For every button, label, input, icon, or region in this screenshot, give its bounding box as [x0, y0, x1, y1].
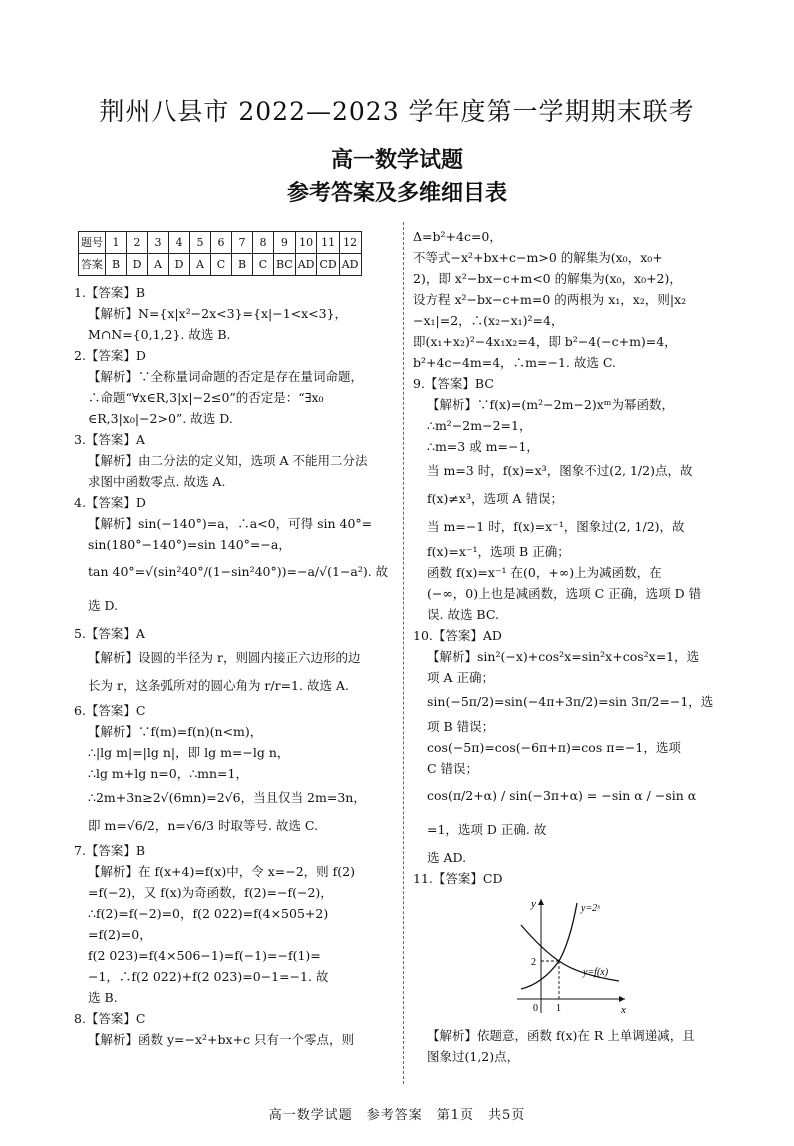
answer-line: 11.【答案】CD [413, 871, 503, 886]
answer-line: 8.【答案】C [74, 1011, 146, 1026]
analysis-line: b²+4c−4m=4，∴m=−1. 故选 C. [413, 355, 616, 370]
table-cell: CD [317, 254, 339, 276]
analysis-line: 长为 r，这条弧所对的圆心角为 r/r=1. 故选 A. [88, 678, 349, 693]
exponential-curve [521, 903, 577, 989]
answer-line: 4.【答案】D [74, 495, 146, 510]
answer-line: 9.【答案】BC [413, 376, 494, 391]
analysis-line: 【解析】N={x|x²−2x<3}={x|−1<x<3}， [88, 306, 348, 321]
answer-line: 5.【答案】A [74, 626, 145, 641]
analysis-line: −x₁|=2，∴(x₂−x₁)²=4， [413, 313, 564, 328]
table-cell: 4 [169, 232, 190, 254]
y-axis-label: y [531, 898, 536, 910]
analysis-line: 当 m=−1 时，f(x)=x⁻¹，图象过(2, 1/2)，故 [427, 519, 685, 534]
analysis-line: 选 B. [88, 990, 118, 1005]
origin-label: 0 [533, 1003, 538, 1014]
table-cell: A [190, 254, 211, 276]
analysis-line: 【解析】由二分法的定义知，选项 A 不能用二分法 [88, 453, 368, 468]
analysis-line: ∴2m+3n≥2√(6mn)=2√6，当且仅当 2m=3n， [88, 790, 366, 805]
analysis-line: 当 m=3 时，f(x)=x³，图象不过(2, 1/2)点，故 [427, 463, 693, 478]
table-cell: 3 [148, 232, 169, 254]
y-tick-label: 2 [531, 957, 536, 968]
analysis-line: 【解析】在 f(x+4)=f(x)中，令 x=−2，则 f(2) [88, 864, 355, 879]
x-axis-label: x [621, 1004, 626, 1015]
analysis-line: 【解析】∵f(x)=(m²−2m−2)xᵐ为幂函数， [427, 397, 674, 412]
analysis-line: 函数 f(x)=x⁻¹ 在(0，+∞)上为减函数，在 [427, 565, 662, 580]
column-divider [403, 222, 405, 1084]
analysis-line: cos(π/2+α) / sin(−3π+α) = −sin α / −sin α =1，选项 D 正确. 故 [427, 788, 697, 837]
analysis-line: ∴f(2)=f(−2)=0，f(2 022)=f(4×505+2) [88, 906, 329, 921]
table-cell: 答案 [79, 254, 106, 276]
table-cell: B [232, 254, 253, 276]
table-cell: 7 [232, 232, 253, 254]
exponential-curve-label: y=2ˣ [581, 903, 601, 914]
table-cell: D [127, 254, 148, 276]
table-cell: D [169, 254, 190, 276]
analysis-line: ∴m²−2m−2=1， [427, 418, 532, 433]
analysis-line: 即 m=√6/2，n=√6/3 时取等号. 故选 C. [88, 818, 318, 833]
table-cell: 10 [295, 232, 317, 254]
analysis-line: 项 A 正确； [427, 670, 494, 685]
y-axis-arrow [538, 899, 544, 905]
main-title: 荆州八县市 2022—2023 学年度第一学期期末联考 [99, 97, 695, 126]
subtitle: 高一数学试题 [330, 148, 463, 173]
analysis-line: 求图中函数零点. 故选 A. [88, 474, 226, 489]
analysis-line: 项 B 错误； [427, 719, 495, 734]
page-footer: 高一数学试题 参考答案 第1页 共5页 [268, 1108, 526, 1123]
analysis-line: cos(−5π)=cos(−6π+π)=cos π=−1，选项 [427, 740, 681, 755]
table-cell: AD [339, 254, 361, 276]
analysis-line: ∴命题“∀x∈R,3|x|−2≤0”的否定是：“∃x₀ [88, 390, 324, 405]
table-cell: 11 [317, 232, 339, 254]
answer-table-header-row [79, 232, 362, 254]
table-cell: 6 [211, 232, 232, 254]
table-cell: 题号 [79, 232, 106, 254]
table-cell: C [211, 254, 232, 276]
analysis-line: sin(−5π/2)=sin(−4π+3π/2)=sin 3π/2=−1，选 [427, 694, 714, 709]
analysis-line: 【解析】∵f(m)=f(n)(n<m)， [88, 724, 263, 739]
analysis-line: =f(−2)，又 f(x)为奇函数，f(2)=−f(−2)， [88, 885, 333, 900]
analysis-line: 【解析】依题意，函数 f(x)在 R 上单调递减，且 [427, 1028, 695, 1043]
table-cell: 9 [274, 232, 296, 254]
analysis-line: f(2 023)=f(4×506−1)=f(−1)=−f(1)= [88, 948, 321, 963]
analysis-line: 【解析】函数 y=−x²+bx+c 只有一个零点，则 [88, 1032, 355, 1047]
answer-line: 7.【答案】B [74, 843, 146, 858]
analysis-line: 图象过(1,2)点， [427, 1049, 520, 1064]
answer-line: 3.【答案】A [74, 432, 145, 447]
analysis-line: ∴m=3 或 m=−1， [427, 439, 539, 454]
table-cell: BC [274, 254, 296, 276]
answer-table [78, 231, 362, 276]
analysis-line: −1，∴f(2 022)+f(2 023)=0−1=−1. 故 [88, 969, 329, 984]
answer-line: 2.【答案】D [74, 348, 146, 363]
table-cell: 2 [127, 232, 148, 254]
table-cell: A [148, 254, 169, 276]
analysis-line: f(x)≠x³，选项 A 错误； [427, 491, 563, 506]
analysis-line: 即(x₁+x₂)²−4x₁x₂=4，即 b²−4(−c+m)=4， [413, 334, 677, 349]
subtitle-2: 参考答案及多维细目表 [286, 181, 507, 206]
analysis-line: 不等式−x²+bx+c−m>0 的解集为(x₀，x₀+ [413, 250, 663, 265]
analysis-line: 【解析】∵全称量词命题的否定是存在量词命题， [88, 369, 364, 384]
analysis-line: M∩N={0,1,2}. 故选 B. [88, 327, 231, 342]
analysis-line: 误. 故选 BC. [427, 607, 499, 622]
x-tick-label: 1 [556, 1003, 561, 1014]
answer-table-answer-row [79, 254, 362, 276]
function-graph [507, 895, 631, 1015]
analysis-line: 2)，即 x²−bx−c+m<0 的解集为(x₀，x₀+2)， [413, 271, 682, 286]
analysis-line: Δ=b²+4c=0， [413, 229, 502, 244]
analysis-line: C 错误； [427, 761, 479, 776]
table-cell: 12 [339, 232, 361, 254]
analysis-line: 【解析】sin²(−x)+cos²x=sin²x+cos²x=1，选 [427, 649, 700, 664]
decreasing-curve-label: y=f(x) [583, 967, 609, 978]
analysis-line: tan 40°=√(sin²40°/(1−sin²40°))=−a/√(1−a²). 故选 D. [88, 564, 389, 613]
analysis-line: 【解析】设圆的半径为 r，则圆内接正六边形的边 [88, 650, 361, 665]
answer-line: 1.【答案】B [74, 285, 146, 300]
analysis-line: (−∞，0)上也是减函数，选项 C 正确，选项 D 错 [427, 586, 702, 601]
table-cell: 1 [106, 232, 127, 254]
left-column [74, 226, 392, 1050]
analysis-line: 选 AD. [427, 850, 467, 865]
analysis-line: =f(2)=0， [88, 927, 152, 942]
table-cell: C [253, 254, 274, 276]
table-cell: 8 [253, 232, 274, 254]
answer-line: 10.【答案】AD [413, 628, 502, 643]
answer-line: 6.【答案】C [74, 703, 146, 718]
analysis-line: 【解析】sin(−140°)=a，∴a<0，可得 sin 40°= [88, 516, 373, 531]
analysis-line: ∴lg m+lg n=0，∴mn=1， [88, 766, 248, 781]
analysis-line: sin(180°−140°)=sin 140°=−a， [88, 537, 291, 552]
analysis-line: f(x)=x⁻¹，选项 B 正确； [427, 544, 570, 559]
table-cell: AD [295, 254, 317, 276]
analysis-line: ∈R,3|x₀|−2>0”. 故选 D. [88, 411, 233, 426]
table-cell: B [106, 254, 127, 276]
analysis-line: ∴|lg m|=|lg n|，即 lg m=−lg n， [88, 745, 290, 760]
right-column [413, 226, 730, 1067]
analysis-line: 设方程 x²−bx−c+m=0 的两根为 x₁，x₂，则|x₂ [413, 292, 687, 307]
x-axis-arrow [619, 996, 625, 1002]
table-cell: 5 [190, 232, 211, 254]
